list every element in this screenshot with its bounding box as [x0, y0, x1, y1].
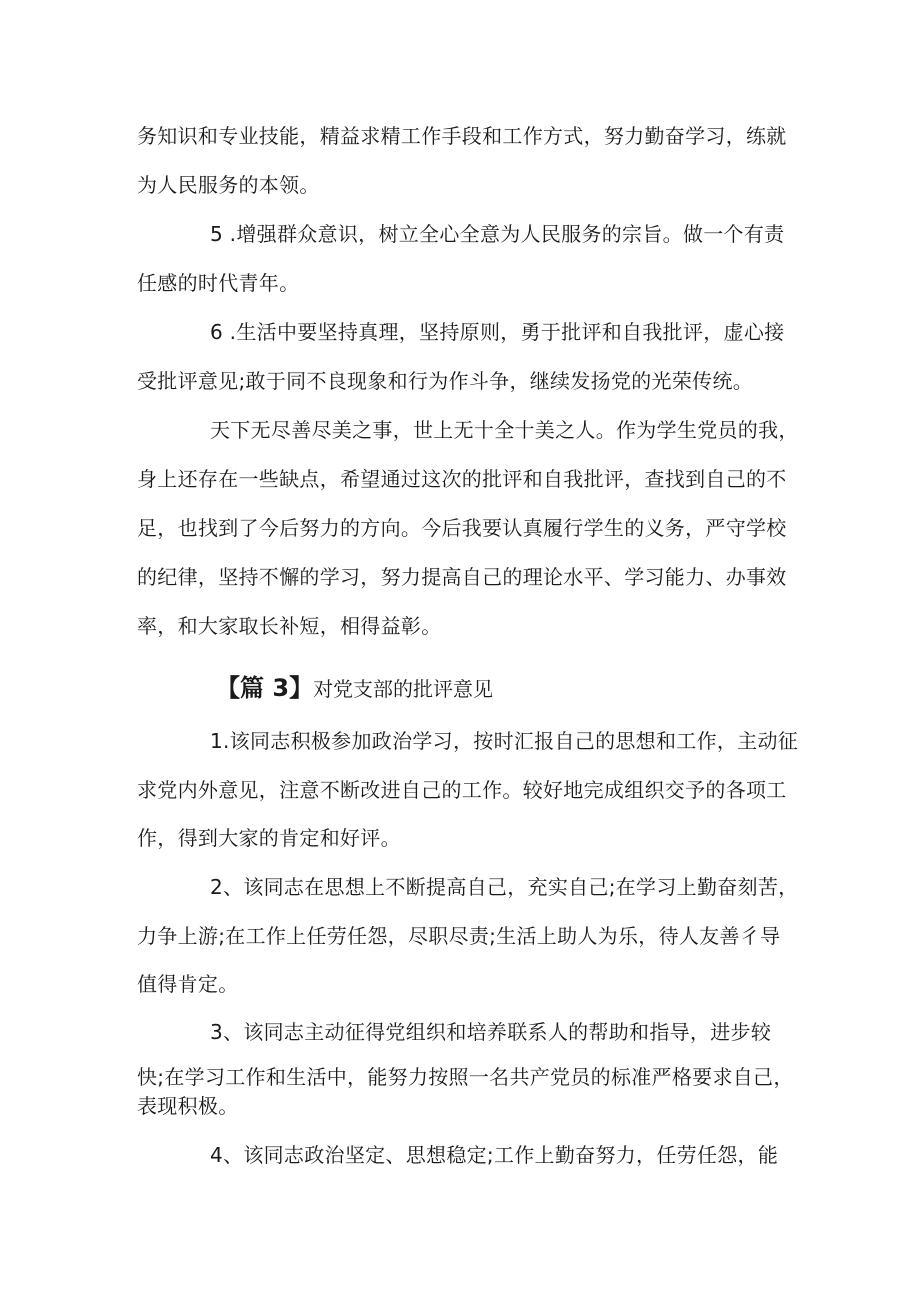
text-line: 足，也找到了今后努力的方向。今后我要认真履行学生的义务，严守学校 [137, 516, 787, 540]
text-line: 作，得到大家的肯定和好评。 [137, 826, 401, 850]
text-line: 务知识和专业技能，精益求精工作手段和工作方式，努力勤奋学习，练就 [137, 124, 787, 148]
text-line: 受批评意见;敢于同不良现象和行为作斗争，继续发扬党的光荣传统。 [137, 369, 754, 393]
text-line: 5 .增强群众意识，树立全心全意为人民服务的宗旨。做一个有责 [210, 222, 785, 246]
heading-close-bracket: 】 [289, 674, 314, 702]
text-line: 6 .生活中要坚持真理，坚持原则，勇于批评和自我批评，虚心接 [210, 320, 785, 344]
text-line: 力争上游;在工作上任劳任怨，尽职尽责;生活上助人为乐，待人友善彳导 [137, 924, 781, 948]
text-line: 3、该同志主动征得党组织和培养联系人的帮助和指导，进步较 [210, 1020, 772, 1044]
text-line: 快;在学习工作和生活中，能努力按照一名共产党员的标准严格要求自己， [137, 1065, 794, 1089]
text-line: 4、该同志政治坚定、思想稳定;工作上勤奋努力，任劳任怨，能 [210, 1143, 779, 1167]
text-line: 求党内外意见，注意不断改进自己的工作。较好地完成组织交予的各项工 [137, 778, 787, 802]
heading-label: 篇 3 [240, 674, 290, 702]
section-heading [216, 675, 493, 702]
text-line: 值得肯定。 [137, 972, 239, 996]
text-line: 2、该同志在思想上不断提高自己，充实自己;在学习上勤奋刻苦， [210, 875, 799, 899]
heading-title: 对党支部的批评意见 [313, 677, 494, 701]
text-line: 天下无尽善尽美之事，世上无十全十美之人。作为学生党员的我， [210, 418, 799, 442]
text-line: 表现积极。 [137, 1094, 239, 1118]
text-line: 身上还存在一些缺点，希望通过这次的批评和自我批评，查找到自己的不 [137, 467, 787, 491]
text-line: 的纪律，坚持不懈的学习，努力提高自己的理论水平、学习能力、办事效 [137, 565, 787, 589]
text-line: 率，和大家取长补短，相得益彰。 [137, 614, 442, 638]
text-line: 为人民服务的本领。 [137, 173, 320, 197]
heading-open-bracket: 【 [216, 674, 240, 702]
text-line: 任感的时代青年。 [137, 271, 300, 295]
text-line: 1.该同志积极参加政治学习，按时汇报自己的思想和工作，主动征 [210, 729, 799, 753]
